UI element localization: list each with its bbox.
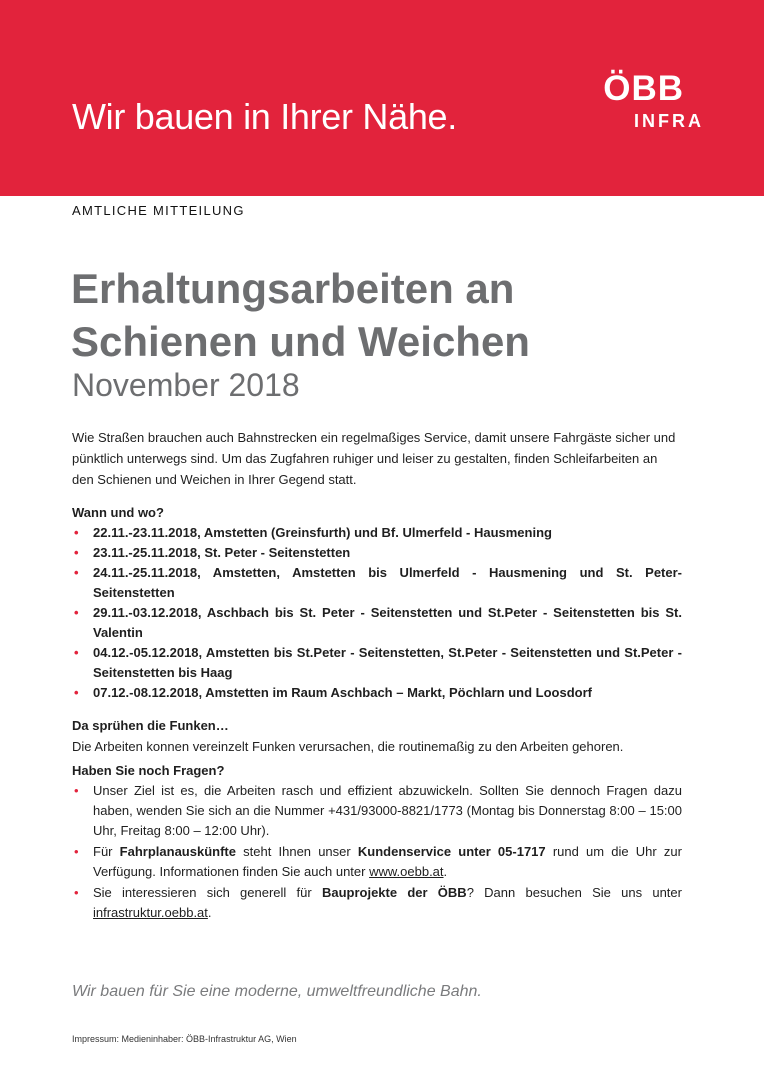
timetable-info-label: Fahrplanauskünfte <box>119 844 236 859</box>
questions-list <box>72 781 682 923</box>
footer-slogan: Wir bauen für Sie eine moderne, umweltfreundliche Bahn. <box>72 983 482 1000</box>
oebb-logo-text: ÖBB <box>603 69 684 108</box>
bullet-icon: • <box>74 844 79 859</box>
bullet-icon: • <box>74 645 79 660</box>
schedule-item: • 07.12.-08.12.2018, Amstetten im Raum Aschbach – Markt, Pöchlarn und Loosdorf <box>72 683 682 703</box>
bullet-icon: • <box>74 565 79 580</box>
schedule-item: • 24.11.-25.11.2018, Amstetten, Amstetten bis Ulmerfeld - Hausmening und St. Peter-Seitenstetten <box>74 565 682 600</box>
title-line-2: Schienen und Weichen <box>71 318 530 365</box>
bullet-icon: • <box>74 685 79 700</box>
customer-service-label: Kundenservice unter 05-1717 <box>357 844 546 859</box>
bullet-icon: • <box>74 885 79 900</box>
notice-kicker: AMTLICHE MITTEILUNG <box>72 203 245 218</box>
bullet-icon: • <box>74 545 79 560</box>
questions-heading: Haben Sie noch Fragen? <box>72 763 225 778</box>
header-banner <box>0 0 764 196</box>
page-title <box>71 262 530 368</box>
question-item: • Für Fahrplanauskünfte steht Ihnen unser Kundenservice unter 05-1717 rund um die Uhr zur Verfügung. Informationen finden Sie auch unter www.oebb.at. <box>74 844 682 879</box>
title-line-1: Erhaltungsarbeiten an <box>71 265 515 312</box>
infra-logo-text: INFRA <box>634 111 704 131</box>
schedule-list <box>72 523 682 703</box>
schedule-item: • 22.11.-23.11.2018, Amstetten (Greinsfurth) und Bf. Ulmerfeld - Hausmening <box>72 523 682 543</box>
schedule-item: • 23.11.-25.11.2018, St. Peter - Seitenstetten <box>72 543 682 563</box>
question-item: • Unser Ziel ist es, die Arbeiten rasch und effizient abzuwickeln. Sollten Sie dennoch Fragen dazu haben, wenden Sie sich an die Nummer +431/93000-8821/1773 (Montag bis Donnerstag 8:00 – 15:00 Uhr, Freitag 8:00 – 12:00 Uhr). <box>74 783 682 838</box>
construction-projects-label: Bauprojekte der ÖBB <box>321 885 467 900</box>
schedule-heading: Wann und wo? <box>72 505 164 520</box>
oebb-infra-logo <box>586 70 706 132</box>
page-subtitle: November 2018 <box>72 367 300 403</box>
oebb-website-link[interactable]: www.oebb.at <box>369 864 444 879</box>
schedule-item: • 04.12.-05.12.2018, Amstetten bis St.Peter - Seitenstetten, St.Peter - Seitenstetten und St.Peter - Seitenstetten bis Haag <box>74 645 682 680</box>
sparks-text: Die Arbeiten konnen vereinzelt Funken verursachen, die routinemaßig zu den Arbeiten gehoren. <box>72 739 624 754</box>
bullet-icon: • <box>74 783 79 798</box>
question-item: • Sie interessieren sich generell für Bauprojekte der ÖBB? Dann besuchen Sie uns unter infrastruktur.oebb.at. <box>74 885 682 920</box>
intro-paragraph: Wie Straßen brauchen auch Bahnstrecken ein regelmaßiges Service, damit unsere Fahrgäste sicher und pünktlich unterwegs sind. Um das Zugfahren ruhiger und leiser zu gestalten, finden Schleifarbeiten an den Schienen und Weichen in Ihrer Gegend statt. <box>72 430 676 487</box>
impressum: Impressum: Medieninhaber: ÖBB-Infrastruktur AG, Wien <box>72 1034 297 1044</box>
bullet-icon: • <box>74 605 79 620</box>
infrastructure-website-link[interactable]: infrastruktur.oebb.at <box>93 905 208 920</box>
bullet-icon: • <box>74 525 79 540</box>
notice-body <box>72 427 682 931</box>
schedule-item: • 29.11.-03.12.2018, Aschbach bis St. Peter - Seitenstetten und St.Peter - Seitenstetten bis St. Valentin <box>74 605 682 640</box>
banner-tagline: Wir bauen in Ihrer Nähe. <box>72 96 457 137</box>
sparks-heading: Da sprühen die Funken… <box>72 718 229 733</box>
